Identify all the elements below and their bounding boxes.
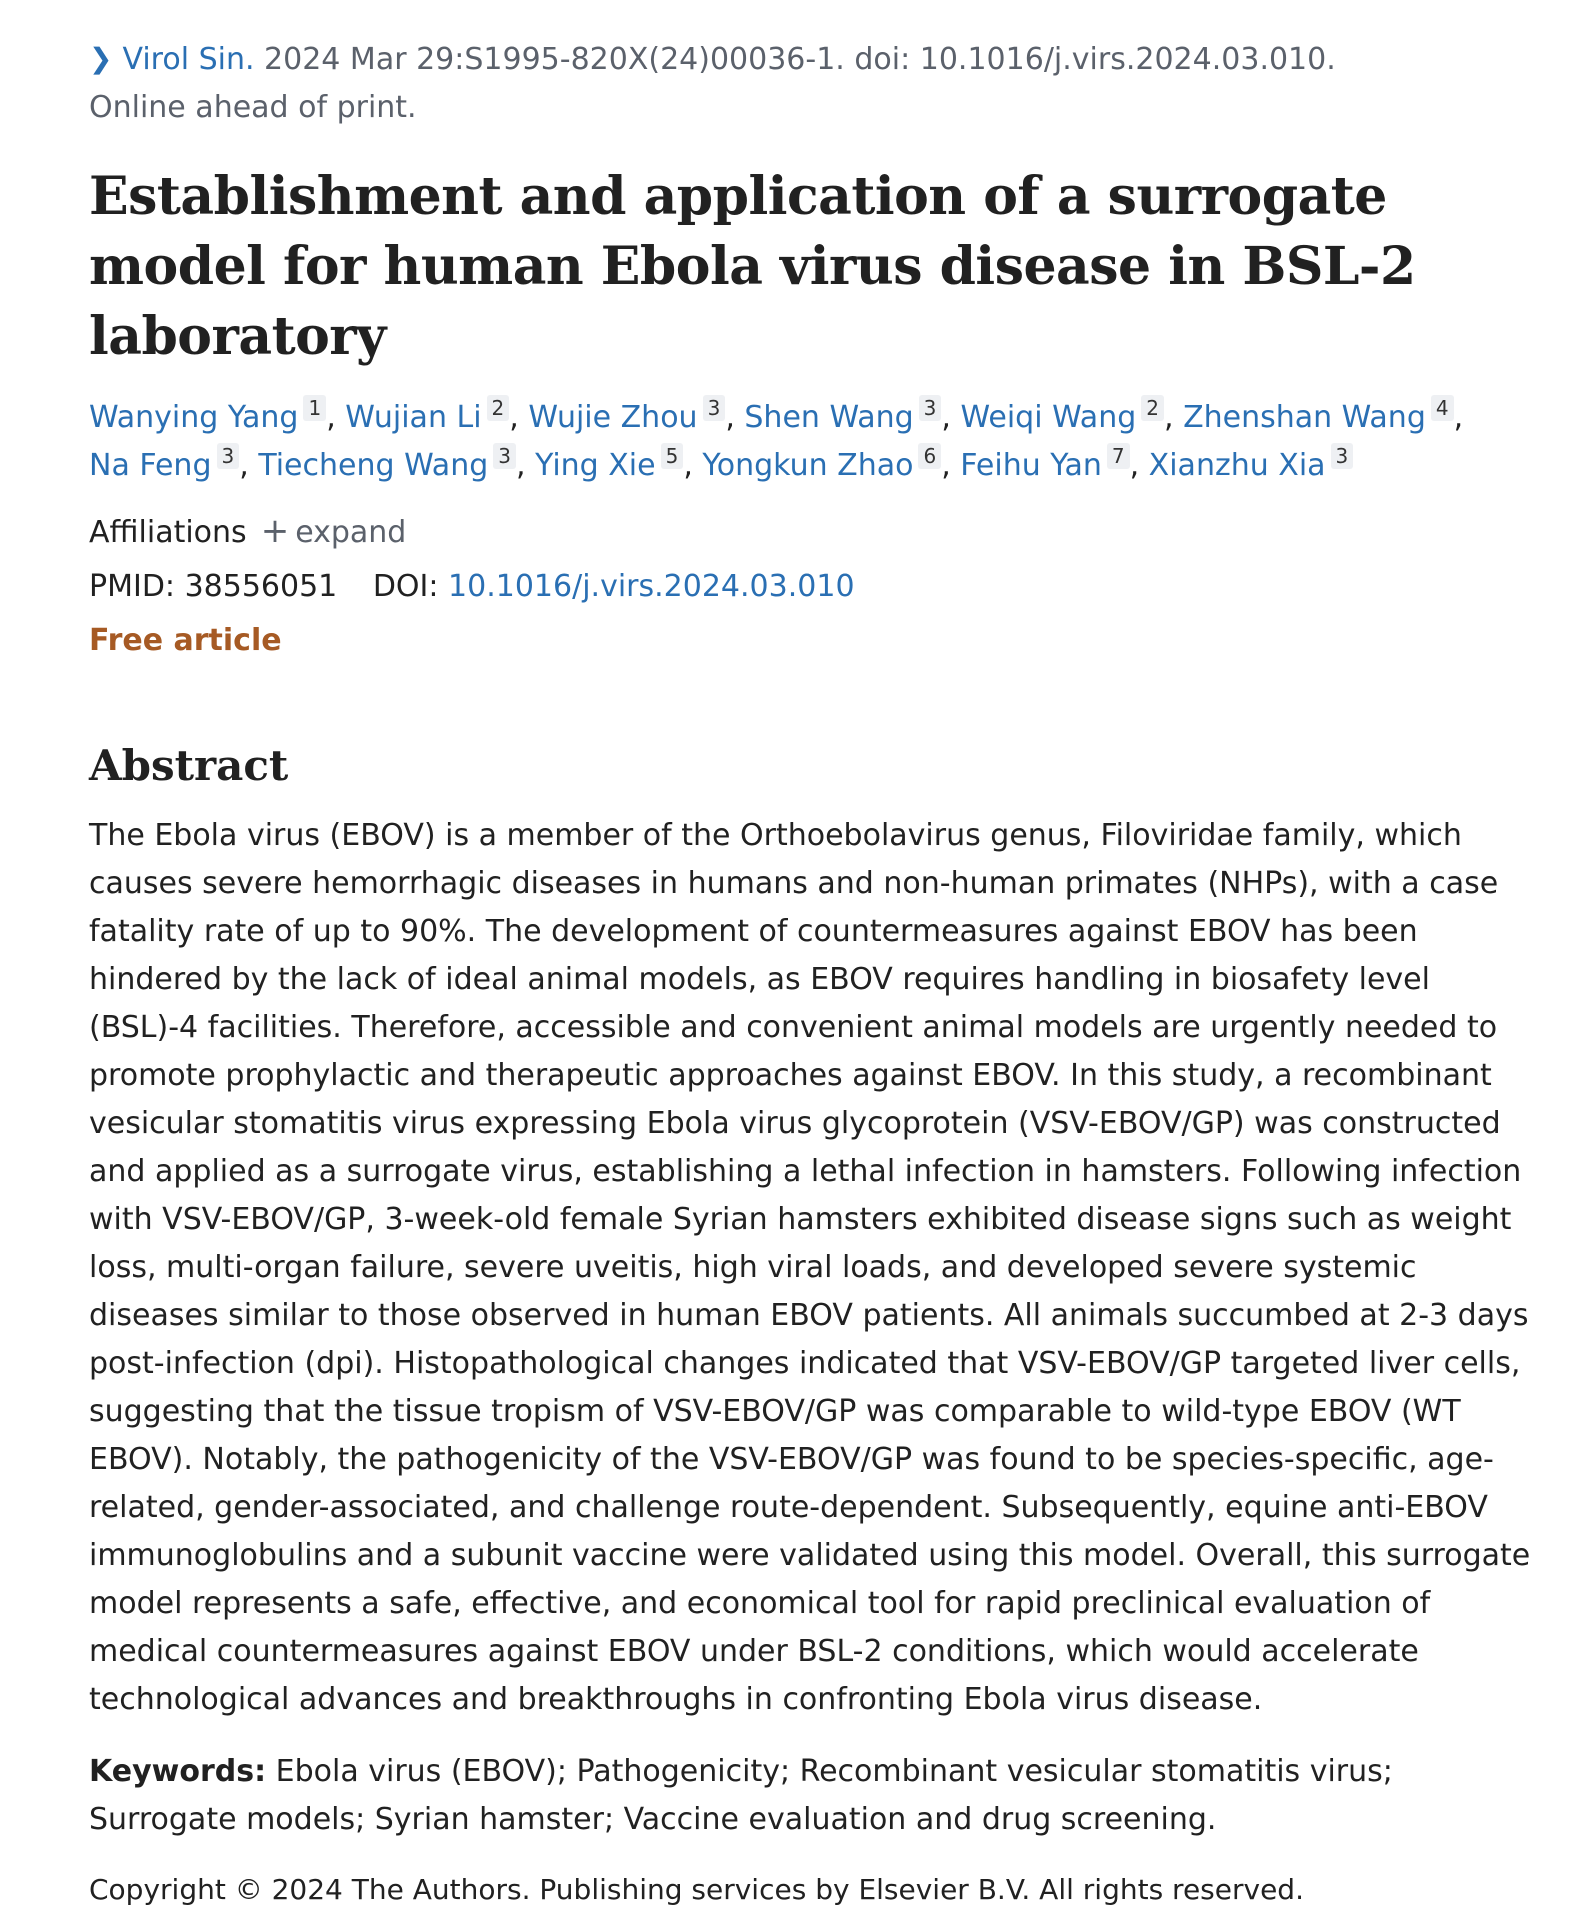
citation-details: 2024 Mar 29:S1995-820X(24)00036-1. doi: 10.1016/j.virs.2024.03.010. [264, 42, 1336, 77]
affiliation-number[interactable]: 2 [487, 395, 510, 421]
affiliations-expand-button[interactable] [260, 511, 407, 551]
chevron-right-icon[interactable]: ❯ [89, 42, 113, 75]
author-separator: , [725, 400, 745, 435]
plus-icon: + [260, 511, 290, 551]
author-link[interactable]: Shen Wang [744, 400, 914, 435]
author-link[interactable]: Feihu Yan [960, 448, 1102, 483]
publication-status: Online ahead of print. [89, 90, 417, 125]
doi-link[interactable]: 10.1016/j.virs.2024.03.010 [448, 569, 855, 604]
affiliations-row [89, 504, 1532, 560]
affiliation-number[interactable]: 2 [1141, 395, 1164, 421]
free-article-badge: Free article [89, 623, 282, 658]
keywords-text: Ebola virus (EBOV); Pathogenicity; Recombinant vesicular stomatitis virus; Surrogate models; Syrian hamster; Vaccine evaluation and drug screening. [89, 1754, 1393, 1837]
author-separator: , [1163, 400, 1184, 435]
author-link[interactable]: Xianzhu Xia [1148, 448, 1326, 483]
author-separator: , [509, 400, 529, 435]
abstract-text: The Ebola virus (EBOV) is a member of the Orthoebolavirus genus, Filoviridae family, which causes severe hemorrhagic diseases in humans and non-human primates (NHPs), with a case fatality rate of up to 90%. The development of countermeasures against EBOV has been hindered by the lack of ideal animal models, as EBOV requires handling in biosafety level (BSL)-4 facilities. Therefore, accessible and convenient animal models are urgently needed to promote prophylactic and therapeutic approaches against EBOV. In this study, a recombinant vesicular stomatitis virus expressing Ebola virus glycoprotein (VSV-EBOV/GP) was constructed and applied as a surrogate virus, establishing a lethal infection in hamsters. Following infection with VSV-EBOV/GP, 3-week-old female Syrian hamsters exhibited disease signs such as weight loss, multi-organ failure, severe uveitis, high viral loads, and developed severe systemic diseases similar to those observed in human EBOV patients. All animals succumbed at 2-3 days post-infection (dpi). Histopathological changes indicated that VSV-EBOV/GP targeted liver cells, suggesting that the tissue tropism of VSV-EBOV/GP was comparable to wild-type EBOV (WT EBOV). Notably, the pathogenicity of the VSV-EBOV/GP was found to be species-specific, age-related, gender-associated, and challenge route-dependent. Subsequently, equine anti-EBOV immunoglobulins and a subunit vaccine were validated using this model. Overall, this surrogate model represents a safe, effective, and economical tool for rapid preclinical evaluation of medical countermeasures against EBOV under BSL-2 conditions, which would accelerate technological advances and breakthroughs in confronting Ebola virus disease. [89, 818, 1531, 1717]
author-separator: , [1129, 448, 1149, 483]
affiliation-number[interactable]: 1 [303, 395, 326, 421]
author-separator: , [941, 400, 961, 435]
author-link[interactable]: Tiecheng Wang [258, 448, 489, 483]
keywords [89, 1748, 1539, 1844]
copyright-notice: Copyright © 2024 The Authors. Publishing services by Elsevier B.V. All rights reserved. [89, 1873, 1304, 1906]
expand-label: expand [295, 515, 407, 550]
affiliation-number[interactable]: 3 [493, 443, 516, 469]
identifiers-row [89, 560, 1532, 614]
author-link[interactable]: Wanying Yang [89, 400, 299, 435]
citation [89, 36, 1532, 132]
author-separator: , [683, 448, 703, 483]
abstract-heading: Abstract [89, 741, 289, 790]
author-link[interactable]: Na Feng [89, 448, 212, 483]
author-separator: , [941, 448, 961, 483]
author-separator: , [1453, 400, 1464, 435]
affiliation-number[interactable]: 3 [919, 395, 942, 421]
affiliation-number[interactable]: 3 [703, 395, 726, 421]
author-link[interactable]: Wujian Li [345, 400, 482, 435]
author-separator: , [515, 448, 536, 483]
author-separator: , [239, 448, 259, 483]
pmid-value: 38556051 [184, 569, 338, 604]
author-list [89, 394, 1532, 490]
affiliation-number[interactable]: 4 [1431, 395, 1454, 421]
author-link[interactable]: Yongkun Zhao [702, 448, 914, 483]
author-link[interactable]: Wujie Zhou [528, 400, 698, 435]
affiliation-number[interactable]: 3 [1331, 443, 1354, 469]
author-link[interactable]: Ying Xie [535, 448, 656, 483]
journal-link[interactable]: Virol Sin. [122, 42, 255, 77]
affiliation-number[interactable]: 7 [1107, 443, 1130, 469]
keywords-label: Keywords: [89, 1754, 267, 1789]
author-separator: , [326, 400, 346, 435]
author-link[interactable]: Zhenshan Wang [1183, 400, 1426, 435]
article-title: Establishment and application of a surrogate model for human Ebola virus disease in BSL-2 laboratory [89, 166, 1416, 367]
affiliations-label: Affiliations [89, 515, 247, 550]
author-link[interactable]: Weiqi Wang [960, 400, 1137, 435]
affiliation-number[interactable]: 6 [918, 443, 941, 469]
affiliation-number[interactable]: 3 [217, 443, 240, 469]
pmid-label: PMID: [89, 569, 176, 604]
affiliation-number[interactable]: 5 [661, 443, 684, 469]
doi-label: DOI: [372, 569, 439, 604]
